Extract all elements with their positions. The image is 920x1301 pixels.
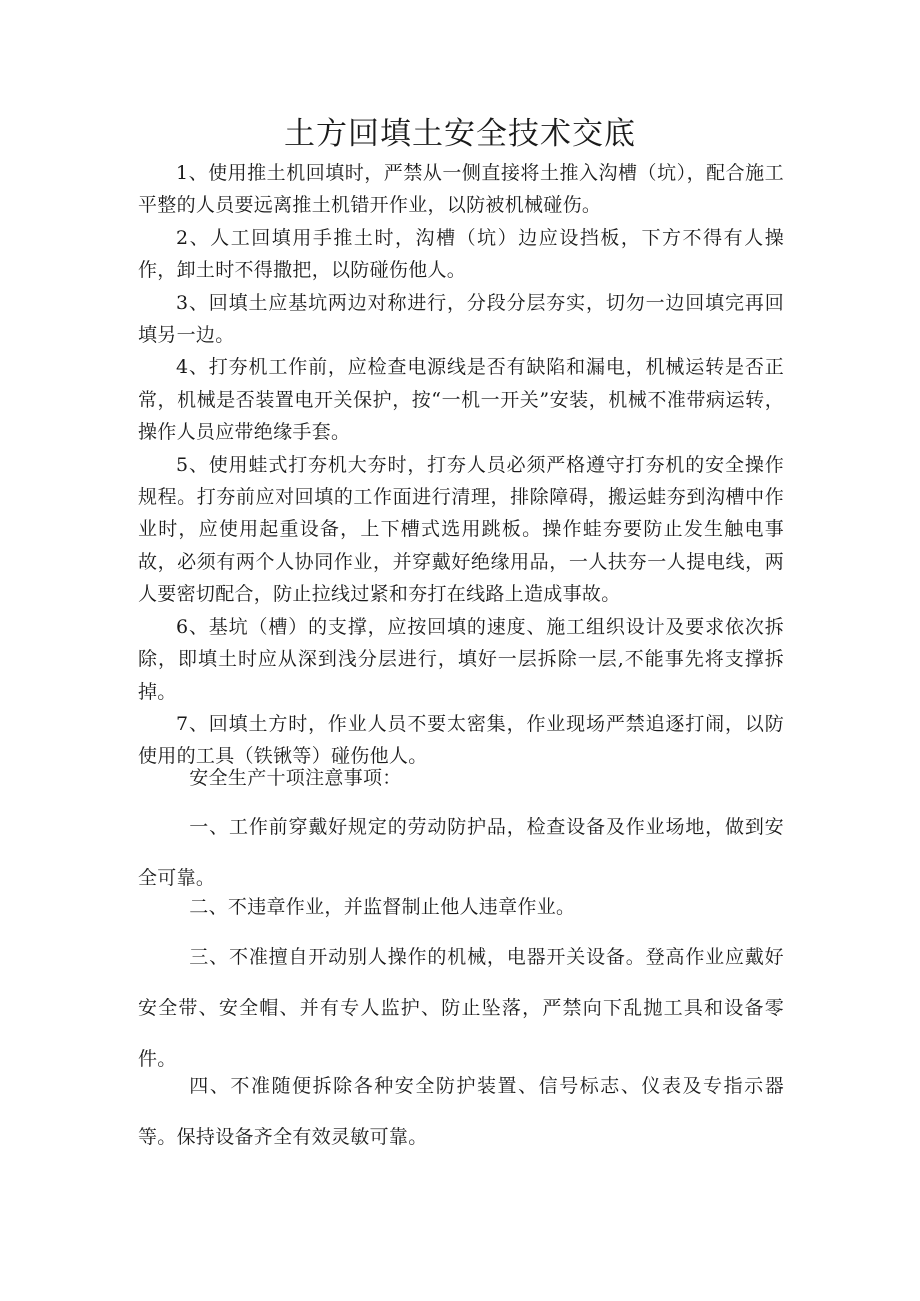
safety-item-4-block	[138, 1061, 784, 1163]
document-title: 土方回填土安全技术交底	[284, 116, 636, 152]
disclosure-item-1: 1、使用推土机回填时，严禁从一侧直接将土推入沟槽（坑），配合施工平整的人员要远离推土机错开作业，以防被机械碰伤。	[138, 162, 784, 217]
disclosure-item-4: 4、打夯机工作前，应检查电源线是否有缺陷和漏电，机械运转是否正常，机械是否装置电开关保护，按“一机一开关”安装，机械不准带病运转，操作人员应带绝缘手套。	[138, 356, 784, 444]
technical-disclosure-items	[138, 157, 784, 773]
safety-heading-block	[138, 762, 784, 794]
disclosure-item-5: 5、使用蛙式打夯机大夯时，打夯人员必须严格遵守打夯机的安全操作规程。打夯前应对回填的工作面进行清理，排除障碍，搬运蛙夯到沟槽中作业时，应使用起重设备，上下槽式选用跳板。操作蛙夯要防止发生触电事故，必须有两个人协同作业，并穿戴好绝缘用品，一人扶夯一人提电线，两人要密切配合，防止拉线过紧和夯打在线路上造成事故。	[138, 453, 784, 606]
safety-item-3: 三、不准擅自开动别人操作的机械，电器开关设备。登高作业应戴好安全带、安全帽、并有专人监护、防止坠落，严禁向下乱抛工具和设备零件。	[138, 946, 784, 1070]
safety-item-4: 四、不准随便拆除各种安全防护装置、信号标志、仪表及专指示器等。保持设备齐全有效灵敏可靠。	[138, 1075, 784, 1148]
safety-item-2: 二、不违章作业，并监督制止他人违章作业。	[189, 896, 576, 918]
safety-item-2-block	[138, 882, 784, 933]
safety-item-1: 一、工作前穿戴好规定的劳动防护品，检查设备及作业场地，做到安全可靠。	[138, 816, 784, 889]
disclosure-item-7: 7、回填土方时，作业人员不要太密集，作业现场严禁追逐打闹，以防使用的工具（铁锹等）碰伤他人。	[138, 712, 784, 768]
safety-heading: 安全生产十项注意事项：	[189, 767, 402, 789]
disclosure-item-2: 2、人工回填用手推土时，沟槽（坑）边应设挡板，下方不得有人操作，卸土时不得撒把，以防碰伤他人。	[138, 226, 784, 282]
disclosure-item-3: 3、回填土应基坑两边对称进行，分段分层夯实，切勿一边回填完再回填另一边。	[138, 291, 784, 347]
disclosure-item-6: 6、基坑（槽）的支撑，应按回填的速度、施工组织设计及要求依次拆除，即填土时应从深到浅分层进行，填好一层拆除一层,不能事先将支撑拆掉。	[138, 615, 784, 703]
